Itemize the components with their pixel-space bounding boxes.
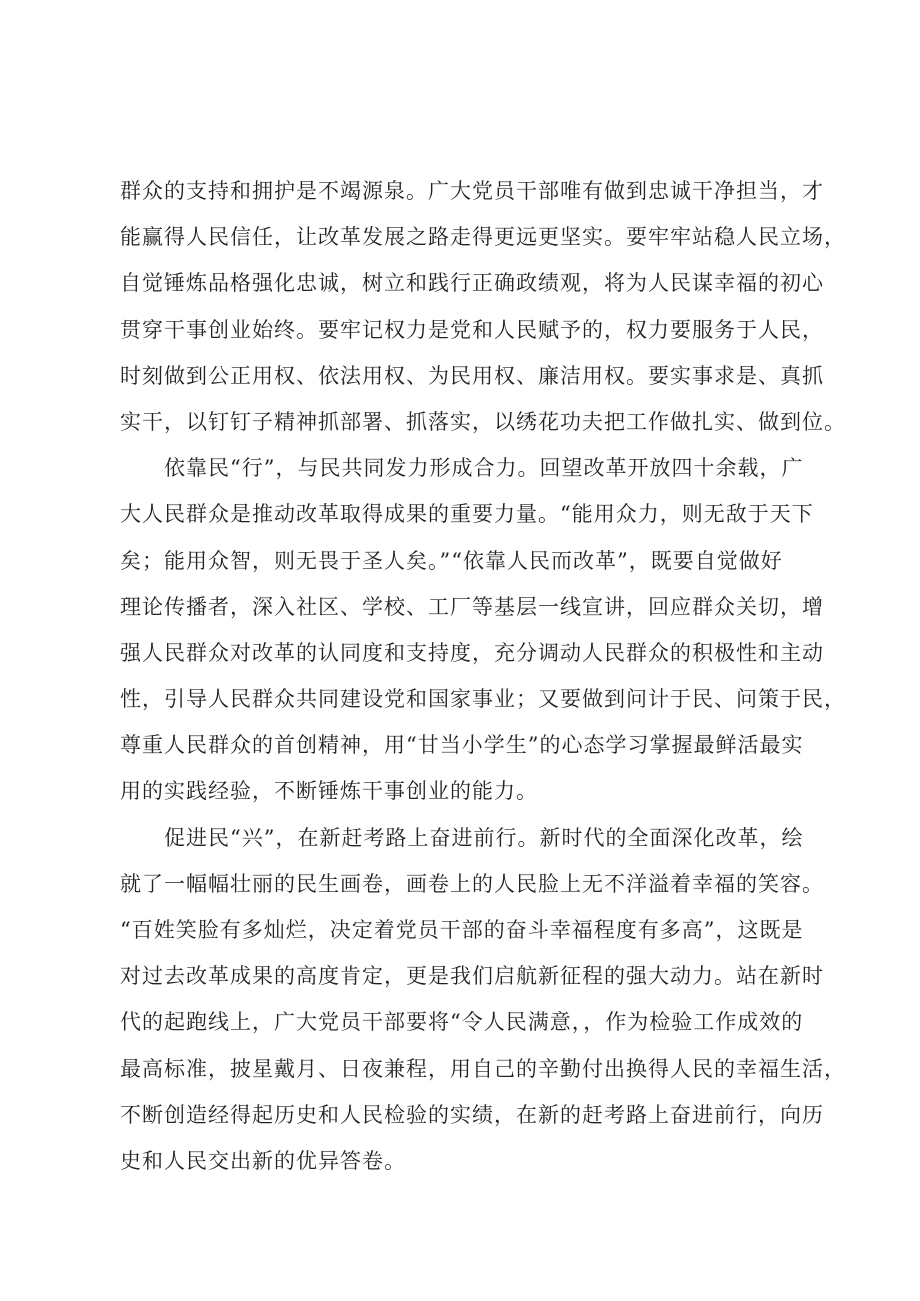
paragraph-1 bbox=[120, 168, 846, 445]
text-line: 用的实践经验，不断锤炼干事创业的能力。 bbox=[120, 779, 538, 804]
text-line: 强人民群众对改革的认同度和支持度，充分调动人民群众的积极性和主动 bbox=[120, 640, 824, 665]
text-line: 最高标准，披星戴月、日夜兼程，用自己的辛勤付出换得人民的幸福生活， bbox=[120, 1056, 846, 1081]
text-line: 群众的支持和拥护是不竭源泉。广大党员干部唯有做到忠诚干净担当，才 bbox=[120, 179, 824, 203]
paragraph-2 bbox=[120, 445, 846, 815]
text-line: 促进民“兴”，在新赶考路上奋进前行。新时代的全面深化改革，绘 bbox=[164, 825, 804, 850]
text-line: 史和人民交出新的优异答卷。 bbox=[120, 1148, 406, 1173]
text-line: 理论传播者，深入社区、学校、工厂等基层一线宣讲，回应群众关切，增 bbox=[120, 594, 824, 619]
text-line: 自觉锤炼品格强化忠诚，树立和践行正确政绩观，将为人民谋幸福的初心 bbox=[120, 271, 824, 296]
paragraph-3 bbox=[120, 815, 846, 1185]
text-line: 依靠民“行”，与民共同发力形成合力。回望改革开放四十余载，广 bbox=[164, 456, 804, 481]
text-line: 性，引导人民群众共同建设党和国家事业；又要做到问计于民、问策于民， bbox=[120, 687, 846, 712]
text-line: “百姓笑脸有多灿烂，决定着党员干部的奋斗幸福程度有多高”，这既是 bbox=[120, 918, 804, 942]
document-body bbox=[120, 168, 846, 1184]
text-line: 贯穿干事创业始终。要牢记权力是党和人民赋予的，权力要服务于人民， bbox=[120, 317, 824, 342]
text-line: 矣；能用众智，则无畏于圣人矣。”“依靠人民而改革”，既要自觉做好 bbox=[120, 548, 783, 573]
text-line: 大人民群众是推动改革取得成果的重要力量。“能用众力，则无敌于天下 bbox=[120, 502, 814, 527]
text-line: 对过去改革成果的高度肯定，更是我们启航新征程的强大动力。站在新时 bbox=[120, 964, 824, 989]
text-line: 能赢得人民信任，让改革发展之路走得更远更坚实。要牢牢站稳人民立场， bbox=[120, 225, 846, 250]
text-line: 代的起跑线上，广大党员干部要将“令人民满意，，作为检验工作成效的 bbox=[120, 1010, 804, 1035]
text-line: 尊重人民群众的首创精神，用“甘当小学生”的心态学习掌握最鲜活最实 bbox=[120, 733, 804, 758]
text-line: 不断创造经得起历史和人民检验的实绩，在新的赶考路上奋进前行，向历 bbox=[120, 1102, 824, 1127]
text-line: 实干，以钉钉子精神抓部署、抓落实，以绣花功夫把工作做扎实、做到位。 bbox=[120, 409, 846, 434]
text-line: 时刻做到公正用权、依法用权、为民用权、廉洁用权。要实事求是、真抓 bbox=[120, 363, 824, 388]
text-line: 就了一幅幅壮丽的民生画卷，画卷上的人民脸上无不洋溢着幸福的笑容。 bbox=[120, 871, 824, 896]
